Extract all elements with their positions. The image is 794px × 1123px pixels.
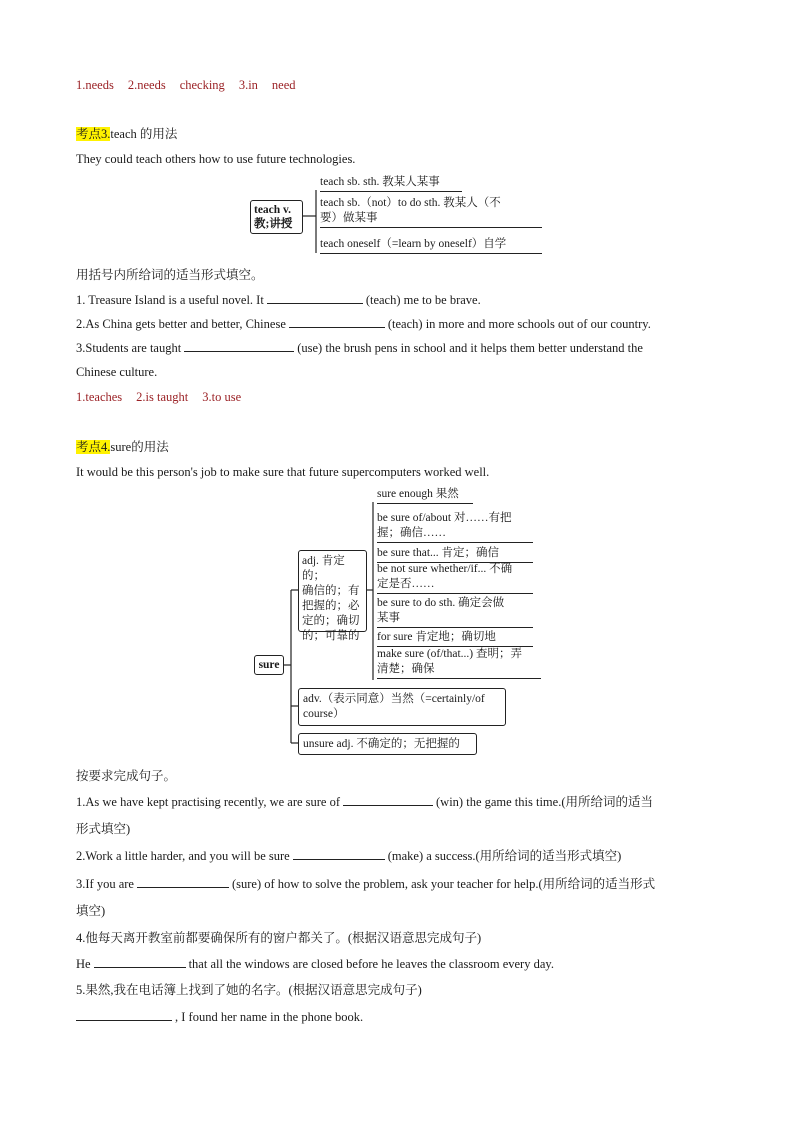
section4-question-1: 1.As we have kept practising recently, we are sure of (win) the game this time.(用所给词的适当 xyxy=(76,795,653,809)
answer-blank[interactable] xyxy=(137,875,229,888)
answer-blank[interactable] xyxy=(343,793,433,806)
section4-question-3-cont: 填空) xyxy=(76,904,106,918)
sure-adv-node: adv.（表示同意）当然（=certainly/of course） xyxy=(298,688,506,726)
section4-instruction: 按要求完成句子。 xyxy=(76,769,177,783)
answer-item: 1.needs xyxy=(76,78,114,92)
section4-question-4-answer: He that all the windows are closed before he leaves the classroom every day. xyxy=(76,957,554,971)
section3-question-1: 1. Treasure Island is a useful novel. It (teach) me to be brave. xyxy=(76,293,481,307)
section3-example: They could teach others how to use future technologies. xyxy=(76,152,356,166)
answer-item: checking xyxy=(179,78,225,92)
sure-adj-node: adj. 肯定的； 确信的；有 把握的；必 定的；确切 的；可靠的 xyxy=(298,550,367,632)
sure-adj-leaf: be sure of/about 对……有把 握；确信…… xyxy=(377,511,533,543)
teach-leaf: teach sb. sth. 教某人某事 xyxy=(320,175,462,192)
sure-adj-leaf: be not sure whether/if... 不确 定是否…… xyxy=(377,562,533,594)
section4-question-4: 4.他每天离开教室前都要确保所有的窗户都关了。(根据汉语意思完成句子) xyxy=(76,931,482,945)
sure-adj-leaf: for sure 肯定地；确切地 xyxy=(377,630,533,647)
sure-adj-leaf: be sure to do sth. 确定会做 某事 xyxy=(377,596,533,628)
section3-title: teach 的用法 xyxy=(110,127,178,141)
section3-instruction: 用括号内所给词的适当形式填空。 xyxy=(76,268,264,282)
section4-question-2: 2.Work a little harder, and you will be sure (make) a success.(用所给词的适当形式填空) xyxy=(76,849,622,863)
section4-title: sure的用法 xyxy=(110,440,169,454)
section4-example: It would be this person's job to make sure that future supercomputers worked well. xyxy=(76,465,490,479)
section4-question-5: 5.果然,我在电话簿上找到了她的名字。(根据汉语意思完成句子) xyxy=(76,983,422,997)
section3-question-2: 2.As China gets better and better, Chinese (teach) in more and more schools out of our country. xyxy=(76,317,651,331)
answer-item: 2.is taught xyxy=(136,390,189,404)
sure-adj-leaf: sure enough 果然 xyxy=(377,487,473,504)
answer-item: 3.to use xyxy=(202,390,242,404)
answer-blank[interactable] xyxy=(76,1008,172,1021)
section3-question-3-cont: Chinese culture. xyxy=(76,365,158,379)
section3-question-3: 3.Students are taught (use) the brush pens in school and it helps them better understand the xyxy=(76,341,643,355)
teach-leaf: teach oneself（=learn by oneself）自学 xyxy=(320,237,542,254)
section4-label: 考点4. xyxy=(76,440,111,454)
answer-blank[interactable] xyxy=(94,955,186,968)
sure-root-node: sure xyxy=(254,655,284,675)
section4-question-3: 3.If you are (sure) of how to solve the problem, ask your teacher for help.(用所给词的适当形式 xyxy=(76,877,656,891)
answer-blank[interactable] xyxy=(293,847,385,860)
section4-question-5-answer: , I found her name in the phone book. xyxy=(76,1008,363,1026)
section4-question-1-cont: 形式填空) xyxy=(76,822,131,836)
teach-leaf: 要）做某事 xyxy=(320,211,542,228)
sure-unsure-node: unsure adj. 不确定的；无把握的 xyxy=(298,733,477,755)
sure-adj-leaf: make sure (of/that...) 查明；弄 清楚；确保 xyxy=(377,647,541,679)
answer-item: need xyxy=(271,78,296,92)
answer-item: 3.in xyxy=(238,78,258,92)
answer-item: 2.needs xyxy=(127,78,166,92)
section3-label: 考点3. xyxy=(76,127,111,141)
answer-item: 1.teaches xyxy=(76,390,123,404)
teach-root-node: teach v. 教;讲授 xyxy=(250,200,303,234)
teach-leaf: teach sb.（not）to do sth. 教某人（不 xyxy=(320,197,501,209)
sure-adj-leaf: be sure that... 肯定；确信 xyxy=(377,546,533,563)
